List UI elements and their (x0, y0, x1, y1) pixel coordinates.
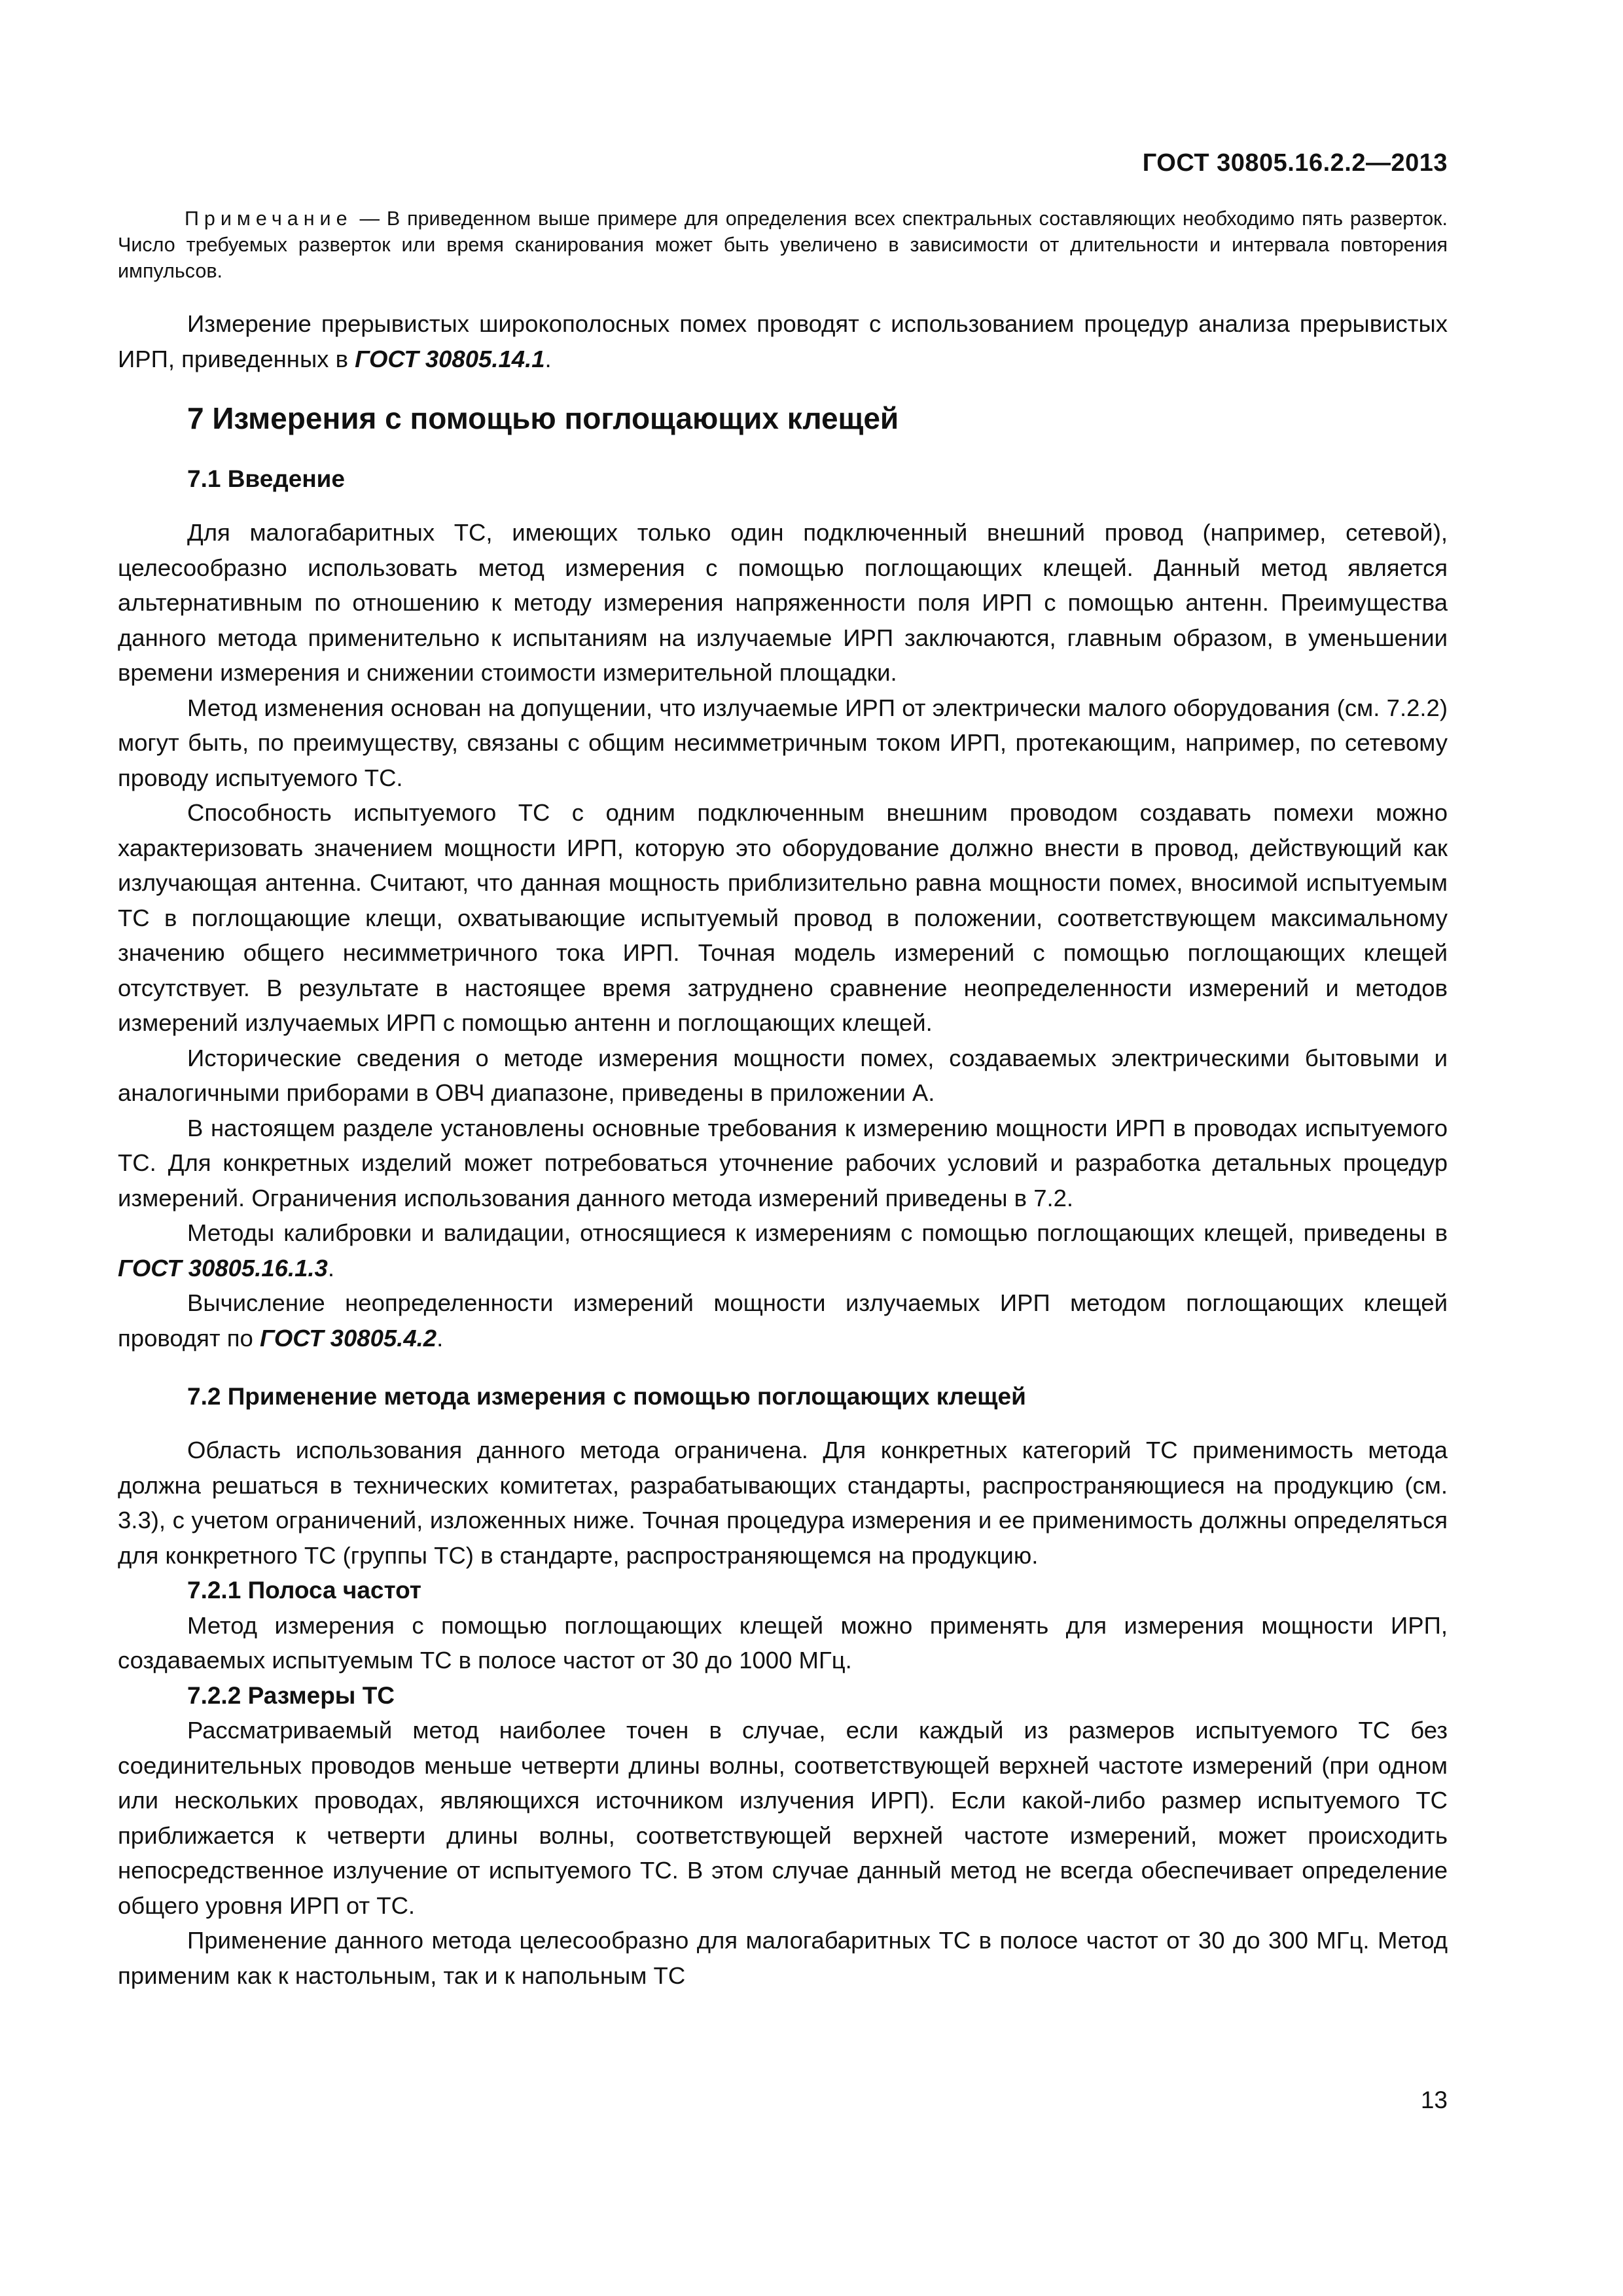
section-7-heading: 7 Измерения с помощью поглощающих клещей (187, 401, 899, 435)
document-body (118, 206, 1448, 1993)
note-text: — В приведенном выше примере для определения всех спектральных составляющих необходимо пять разверток. Число требуемых разверток или время сканирования может быть увеличено в зависимости от длительности и интервала повторения импульсов. (118, 207, 1448, 282)
paragraph: Способность испытуемого ТС с одним подключенным внешним проводом создавать помехи можно характеризовать значением мощности ИРП, которую это оборудование должно внести в провод, действующий как излучающая антенна. Считают, что данная мощность приблизительно равна мощности помех, вносимой испытуемым ТС в поглощающие клещи, охватывающие испытуемый провод в положении, соответствующем максимальному значению общего несимметричного тока ИРП. Точная модель измерений с помощью поглощающих клещей отсутствует. В результате в настоящее время затруднено сравнение неопределенности измерений и методов измерений излучаемых ИРП с помощью антенн и поглощающих клещей. (118, 799, 1448, 1036)
note (118, 206, 1448, 284)
standard-reference: ГОСТ 30805.4.2 (259, 1324, 437, 1352)
paragraph (118, 1285, 1448, 1355)
note-label: Примечание (185, 207, 353, 230)
standard-reference: ГОСТ 30805.14.1 (355, 345, 545, 372)
section-7-2-2-heading: 7.2.2 Размеры ТС (187, 1681, 395, 1709)
page-header-standard: ГОСТ 30805.16.2.2—2013 (1142, 149, 1448, 177)
paragraph-text: Методы калибровки и валидации, относящиеся к измерениям с помощью поглощающих клещей, приведены в (187, 1219, 1448, 1246)
paragraph: Применение данного метода целесообразно для малогабаритных ТС в полосе частот от 30 до 300 МГц. Метод применим как к настольным, так и к напольным ТС (118, 1927, 1448, 1989)
paragraph: Исторические сведения о методе измерения мощности помех, создаваемых электрическими бытовыми и аналогичными приборами в ОВЧ диапазоне, приведены в приложении А. (118, 1044, 1448, 1106)
paragraph: Метод измерения с помощью поглощающих клещей можно применять для измерения мощности ИРП, создаваемых испытуемым ТС в полосе частот от 30 до 1000 МГц. (118, 1611, 1448, 1674)
section-7-2-heading: 7.2 Применение метода измерения с помощью поглощающих клещей (187, 1383, 1026, 1410)
paragraph: Рассматриваемый метод наиболее точен в случае, если каждый из размеров испытуемого ТС без соединительных проводов меньше четверти длины волны, соответствующей верхней частоте измерений (при одном или нескольких проводах, являющихся источником излучения ИРП). Если какой-либо размер испытуемого ТС приближается к четверти длины волны, соответствующей верхней частоте измерений, может происходить непосредственное излучение от испытуемого ТС. В этом случае данный метод не всегда обеспечивает определение общего уровня ИРП от ТС. (118, 1717, 1448, 1919)
section-7-1-heading: 7.1 Введение (187, 465, 346, 492)
paragraph-end: . (327, 1254, 334, 1282)
paragraph: Для малогабаритных ТС, имеющих только один подключенный внешний провод (например, сетевой), целесообразно использовать метод измерения с помощью поглощающих клещей. Данный метод является альтернативным по отношению к методу измерения напряженности поля ИРП с помощью антенн. Преимущества данного метода применительно к испытаниям на излучаемые ИРП заключаются, главным образом, в уменьшении времени измерения и снижении стоимости измерительной площадки. (118, 519, 1448, 686)
paragraph-end: . (437, 1324, 444, 1352)
paragraph: Метод изменения основан на допущении, что излучаемые ИРП от электрически малого оборудования (см. 7.2.2) могут быть, по преимуществу, связаны с общим несимметричным током ИРП, протекающим, например, по сетевому проводу испытуемого ТС. (118, 694, 1448, 791)
paragraph: В настоящем разделе установлены основные требования к измерению мощности ИРП в проводах испытуемого ТС. Для конкретных изделий может потребоваться уточнение рабочих условий и разработка детальных процедур измерений. Ограничения использования данного метода измерений приведены в 7.2. (118, 1114, 1448, 1211)
section-7-2-1-heading: 7.2.1 Полоса частот (187, 1577, 421, 1604)
paragraph: Область использования данного метода ограничена. Для конкретных категорий ТС применимость метода должна решаться в технических комитетах, разрабатывающих стандарты, распространяющиеся на продукцию (см. 3.3), с учетом ограничений, изложенных ниже. Точная процедура измерения и ее применимость должны определяться для конкретного ТС (группы ТС) в стандарте, распространяющемся на продукцию. (118, 1437, 1448, 1569)
paragraph-text: Вычисление неопределенности измерений мощности излучаемых ИРП методом поглощающих клещей проводят по (118, 1289, 1448, 1352)
paragraph (118, 1215, 1448, 1285)
intro-end: . (544, 345, 552, 372)
intro-paragraph (118, 306, 1448, 376)
page-number: 13 (1420, 2087, 1448, 2113)
intro-text: Измерение прерывистых широкополосных помех проводят с использованием процедур анализа прерывистых ИРП, приведенных в (118, 310, 1448, 372)
standard-reference: ГОСТ 30805.16.1.3 (118, 1254, 328, 1282)
